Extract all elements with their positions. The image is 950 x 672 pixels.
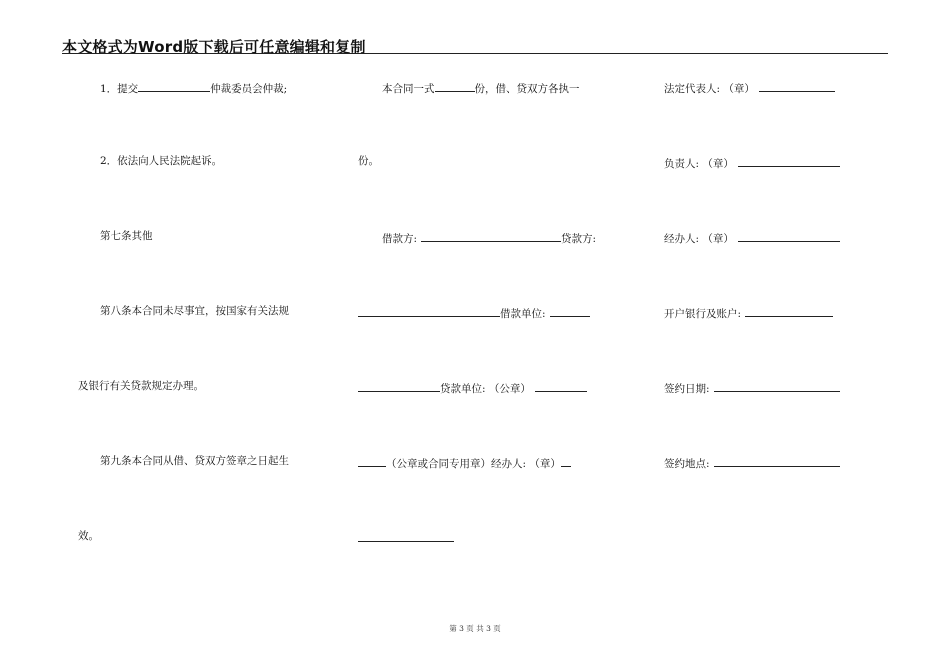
left-line-3: 第七条其他 <box>100 230 153 242</box>
blank-underline <box>745 305 833 317</box>
left-line-2: 2．依法向人民法院起诉。 <box>100 155 223 167</box>
lending-unit-label: 贷款单位: （公章） <box>440 383 531 395</box>
middle-line-5 <box>358 380 587 395</box>
middle-line-6 <box>358 455 571 470</box>
blank-underline <box>714 380 840 392</box>
blank-underline <box>358 305 500 317</box>
responsible-person-label: 负责人: （章） <box>664 158 734 170</box>
right-line-2 <box>664 155 840 170</box>
right-line-3 <box>664 230 840 245</box>
document-header-title: 本文格式为Word版下载后可任意编辑和复制 <box>62 38 366 56</box>
blank-underline <box>759 80 835 92</box>
bank-account-label: 开户银行及账户: <box>664 308 742 320</box>
signing-date-label: 签约日期: <box>664 383 710 395</box>
blank-underline <box>358 455 386 467</box>
left-line-4: 第八条本合同未尽事宜，按国家有关法规 <box>100 305 289 317</box>
blank-underline <box>561 455 571 467</box>
middle-line-2: 份。 <box>358 155 379 167</box>
borrowing-unit-label: 借款单位: <box>500 308 546 320</box>
lender-label: 贷款方: <box>561 233 597 245</box>
borrower-label: 借款方: <box>382 233 418 245</box>
blank-underline <box>358 530 454 542</box>
page-number-footer: 第 3 页 共 3 页 <box>449 624 501 633</box>
middle-line-1-suffix: 份，借、贷双方各执一 <box>474 83 580 95</box>
middle-line-1-prefix: 本合同一式 <box>382 83 435 95</box>
blank-underline <box>714 455 840 467</box>
blank-underline <box>138 80 210 92</box>
header-divider <box>62 53 888 54</box>
seal-handler-label: （公章或合同专用章）经办人: （章） <box>386 458 561 470</box>
middle-line-1 <box>382 80 580 95</box>
middle-line-4 <box>358 305 590 320</box>
right-line-1 <box>664 80 835 95</box>
left-line-5: 及银行有关贷款规定办理。 <box>78 380 204 392</box>
middle-line-7 <box>358 530 454 545</box>
blank-underline <box>738 155 840 167</box>
right-line-5 <box>664 380 840 395</box>
signing-place-label: 签约地点: <box>664 458 710 470</box>
left-line-7: 效。 <box>78 530 99 542</box>
handler-label: 经办人: （章） <box>664 233 734 245</box>
blank-underline <box>535 380 587 392</box>
left-line-1-suffix: 仲裁委员会仲裁; <box>210 83 288 95</box>
blank-underline <box>738 230 840 242</box>
blank-underline <box>435 80 475 92</box>
legal-rep-label: 法定代表人: （章） <box>664 83 755 95</box>
blank-underline <box>550 305 590 317</box>
left-line-6: 第九条本合同从借、贷双方签章之日起生 <box>100 455 289 467</box>
right-line-4 <box>664 305 833 320</box>
left-line-1 <box>100 80 287 95</box>
blank-underline <box>358 380 440 392</box>
right-line-6 <box>664 455 840 470</box>
blank-underline <box>421 230 561 242</box>
left-line-1-prefix: 1．提交 <box>100 83 139 95</box>
middle-line-3 <box>382 230 596 245</box>
